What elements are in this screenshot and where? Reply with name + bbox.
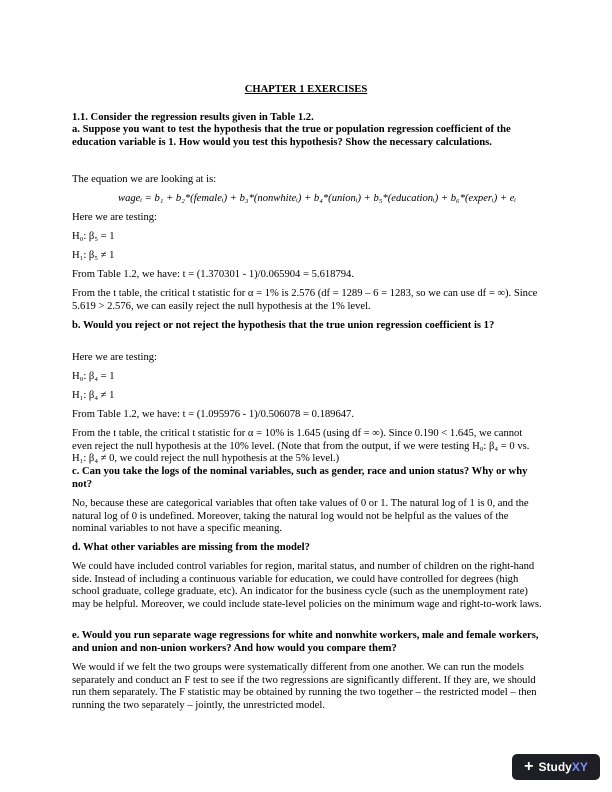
equation-intro: The equation we are looking at is: xyxy=(72,174,217,185)
question-d: d. What other variables are missing from the model? xyxy=(72,542,310,553)
studyxy-logo[interactable] xyxy=(512,754,600,780)
question-b: b. Would you reject or not reject the hypothesis that the true union regression coefficient is 1? xyxy=(72,320,495,331)
b-t-calculation: From Table 1.2, we have: t = (1.095976 - 1)/0.506078 = 0.189647. xyxy=(72,409,355,420)
a-alt-hypothesis: H₁: β₅ ≠ 1 xyxy=(72,250,115,261)
question-e: e. Would you run separate wage regressions for white and nonwhite workers, male and female workers, and union and non-union workers? And how would you compare them? xyxy=(72,630,539,654)
a-testing-label: Here we are testing: xyxy=(72,212,158,223)
c-answer: No, because these are categorical variables that often take values of 0 or 1. The natural log of 1 is 0, and the natural log of 0 is undefined. Moreover, taking the natural log would not be helpful as the values of the nominal variables to not have a specific meaning. xyxy=(72,498,529,535)
logo-text-xy: XY xyxy=(571,759,588,774)
regression-equation: wageᵢ = b₁ + b₂*(femaleᵢ) + b₃*(nonwhiteᵢ) + b₄*(unionᵢ) + b₅*(educationᵢ) + b₆*(experᵢ) + eᵢ xyxy=(118,193,517,204)
b-alt-hypothesis: H₁: β₄ ≠ 1 xyxy=(72,390,115,401)
page-title: CHAPTER 1 EXERCISES xyxy=(244,84,368,95)
a-t-calculation: From Table 1.2, we have: t = (1.370301 - 1)/0.065904 = 5.618794. xyxy=(72,269,355,280)
b-testing-label: Here we are testing: xyxy=(72,352,158,363)
a-null-hypothesis: H₀: β₅ = 1 xyxy=(72,231,115,242)
plus-icon: + xyxy=(524,757,534,775)
question-1-1-intro: 1.1. Consider the regression results given in Table 1.2. xyxy=(72,112,314,123)
question-a xyxy=(72,124,542,149)
b-conclusion: From the t table, the critical t statistic for α = 10% is 1.645 (using df = ∞). Since 0.190 < 1.645, we cannot even reject the null hypothesis at the 10% level. (Note that from the output, if we were testing H₀: β₄ = 0 vs. H₁: β₄ ≠ 0, we could reject the null hypothesis at the 5% level.) xyxy=(72,428,530,465)
a-conclusion: From the t table, the critical t statistic for α = 1% is 2.576 (df = 1289 – 6 = 1283, so we can use df = ∞). Since 5.619 > 2.576, we can easily reject the null hypothesis at the 1% level. xyxy=(72,288,538,312)
e-answer: We would if we felt the two groups were systematically different from one another. We can run the models separately and conduct an F test to see if the two regressions are significantly different. If they are, we should run them separately. The F statistic may be obtained by running the two together – the restricted model – then running the two separately – jointly, the unrestricted model. xyxy=(72,662,537,711)
logo-text-study: Study xyxy=(538,759,572,774)
d-answer: We could have included control variables for region, marital status, and number of children on the right-hand side. Instead of including a continuous variable for education, we could have controlled for degrees (high school graduate, college graduate, etc). An indicator for the business cycle (such as the unemployment rate) may be helpful. Moreover, we could include state-level policies on the minimum wage and right-to-work laws. xyxy=(72,561,542,610)
question-c: c. Can you take the logs of the nominal variables, such as gender, race and union status? Why or why not? xyxy=(72,466,528,490)
b-null-hypothesis: H₀: β₄ = 1 xyxy=(72,371,115,382)
question-a-text: a. Suppose you want to test the hypothesis that the true or population regression coefficient of the education variable is 1. How would you test this hypothesis? Show the necessary calculations. xyxy=(72,124,511,148)
